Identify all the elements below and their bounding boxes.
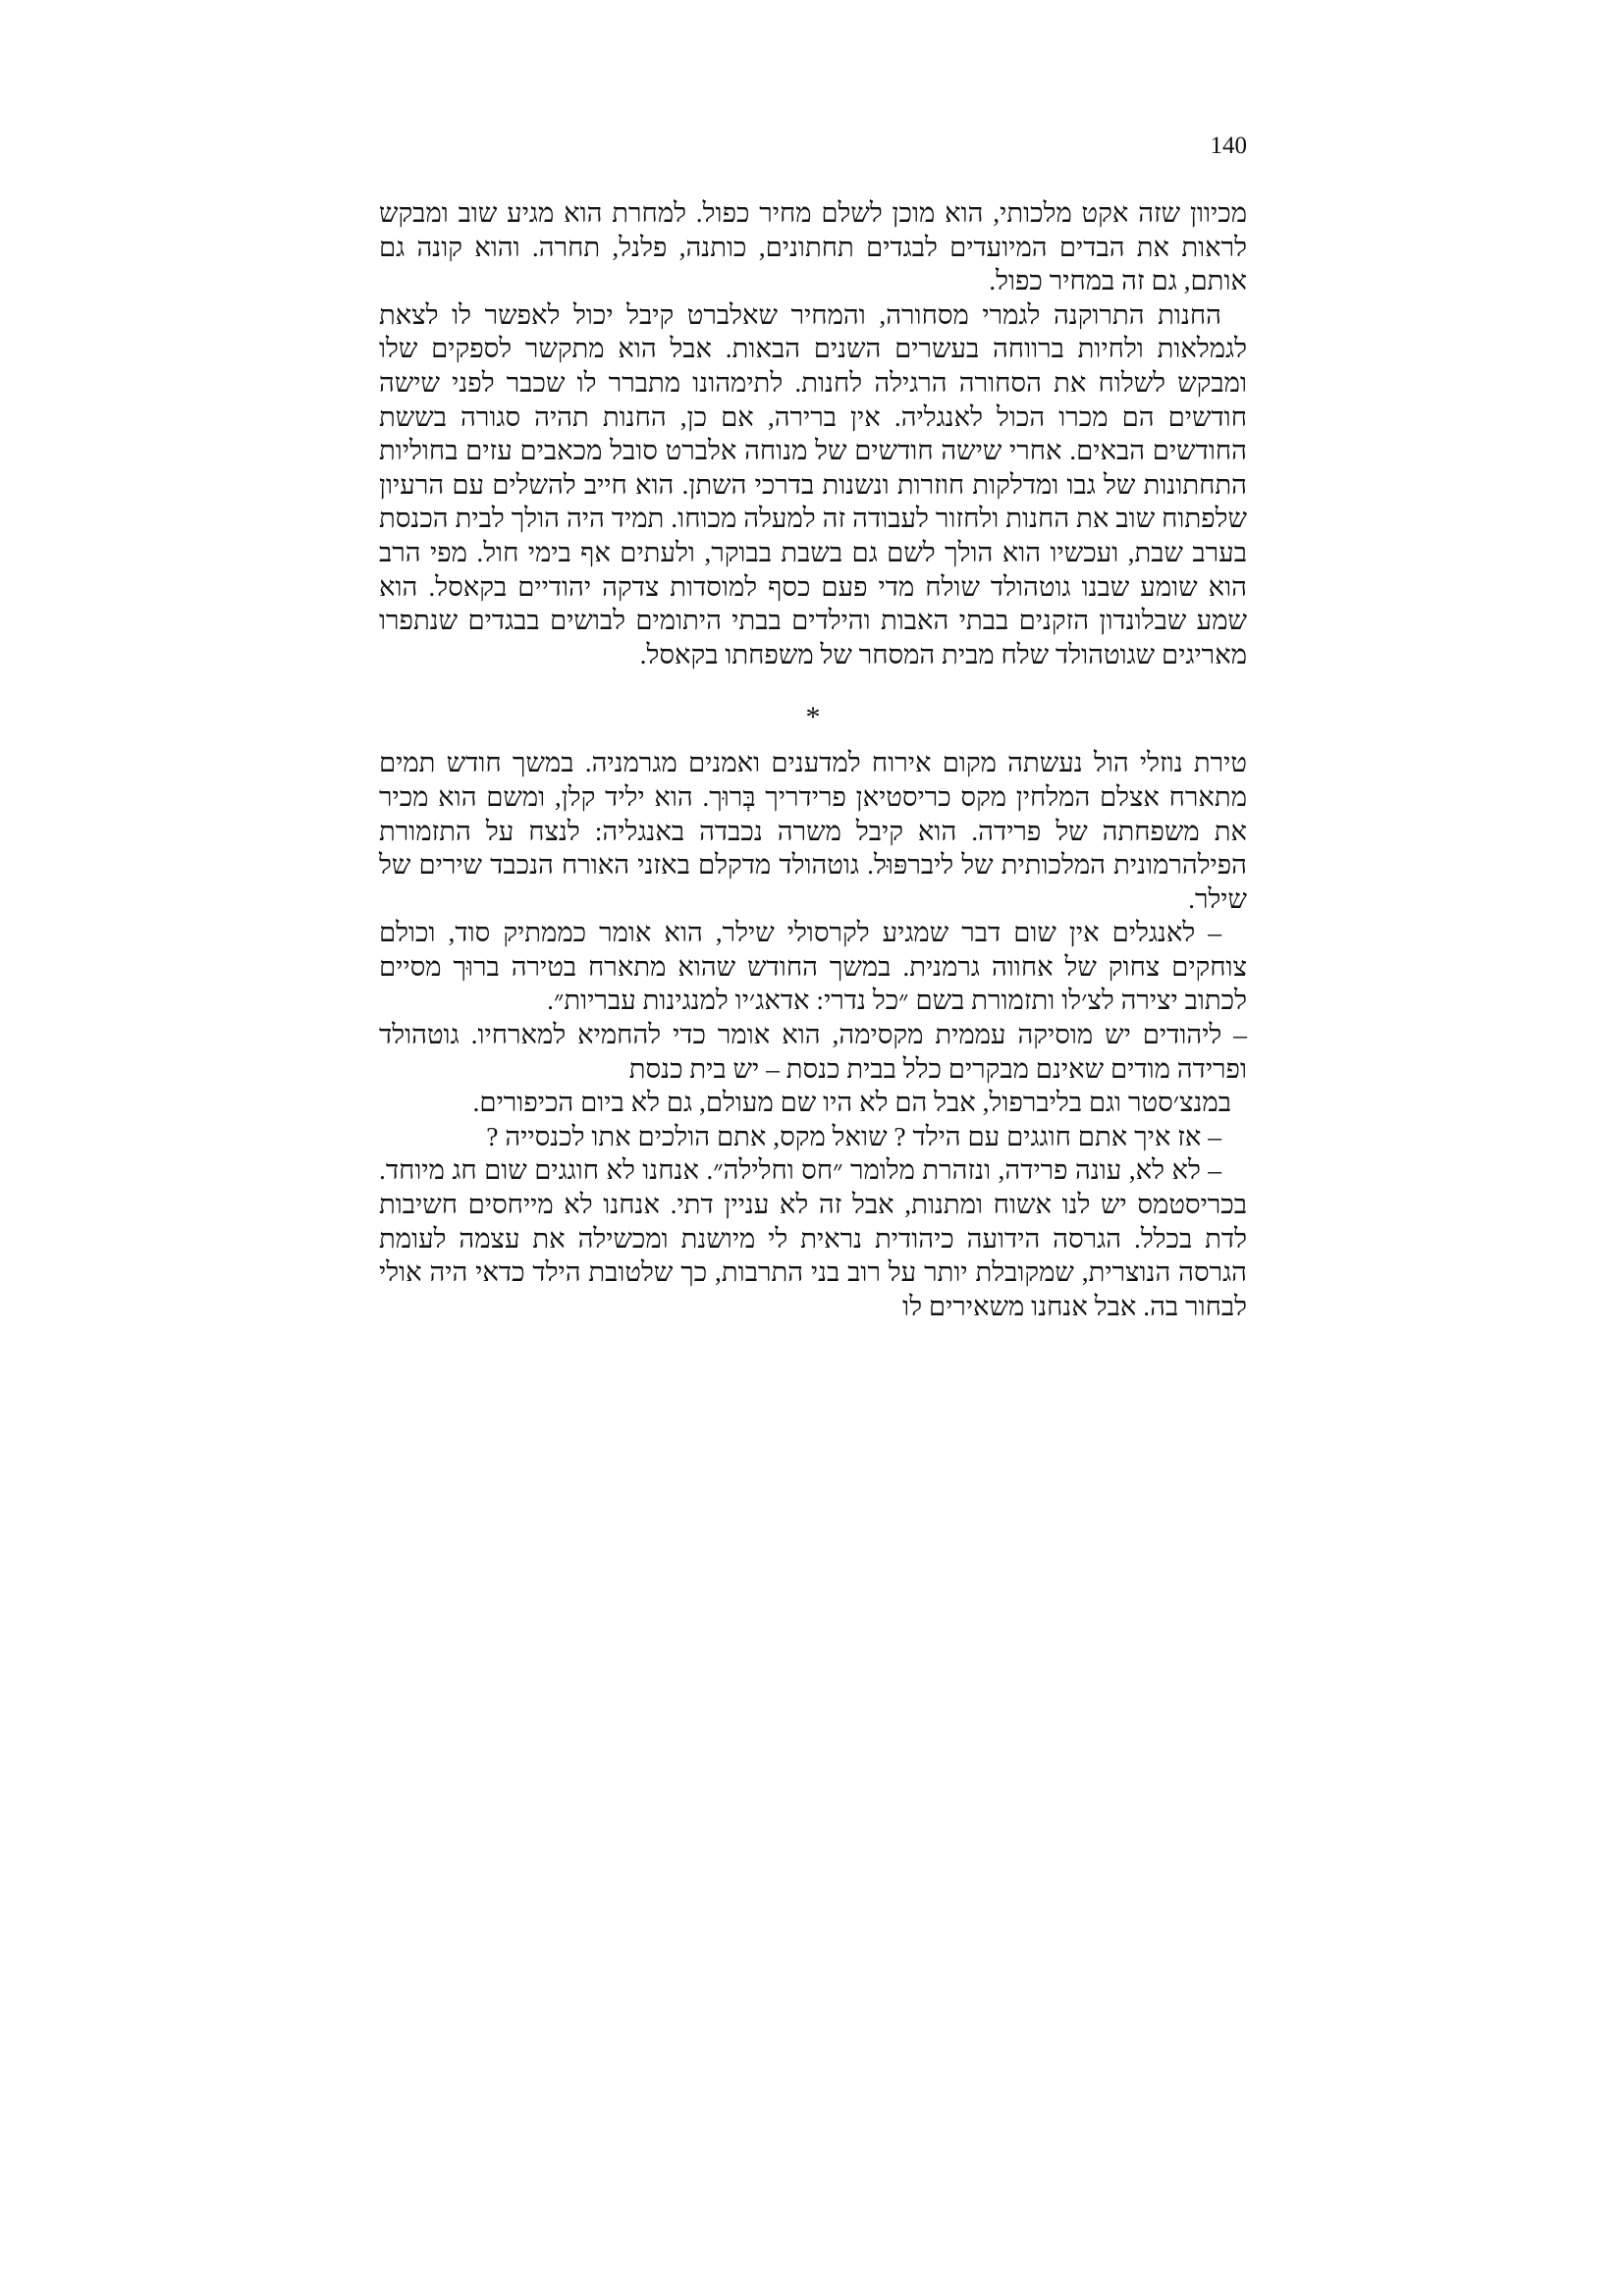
paragraph: מכיוון שזה אקט מלכותי, הוא מוכן לשלם מחיר כפול. למחרת הוא מגיע שוב ומבקש לראות את הבדים המיועדים לבגדים תחתונים, כותנה, פלנל, תחרה. והוא קונה גם אותם, גם זה במחיר כפול. (379, 197, 1247, 296)
dialogue-paragraph: – לאנגלים אין שום דבר שמגיע לקרסולי שילר, הוא אומר כממתיק סוד, וכולם צוחקים צחוק של אחווה גרמנית. במשך החודש שהוא מתארח בטירה ברוּך מסיים לכתוב יצירה לצ׳לו ותזמורת בשם ״כל נדרי: אדאג׳יו למנגינות עבריות״. (379, 917, 1247, 1016)
paragraph: החנות התרוקנה לגמרי מסחורה, והמחיר שאלברט קיבל יכול לאפשר לו לצאת לגמלאות ולחיות ברווחה בעשרים השנים הבאות. אבל הוא מתקשר לספקים שלו ומבקש לשלוח את הסחורה הרגילה לחנות. לתימהונו מתברר לו שכבר לפני שישה חודשים הם מכרו הכול לאנגליה. אין ברירה, אם כן, החנות תהיה סגורה בששת החודשים הבאים. אחרי שישה חודשים של מנוחה אלברט סובל מכאבים עזים בחוליות התחתונות של גבו ומדלקות חוזרות ונשנות בדרכי השתן. הוא חייב להשלים עם הרעיון שלפתוח שוב את החנות ולחזור לעבודה זה למעלה מכוחו. תמיד היה הולך לבית הכנסת בערב שבת, ועכשיו הוא הולך לשם גם בשבת בבוקר, ולעתים אף בימי חול. מפי הרב הוא שומע שבנו גוטהולד שולח מדי פעם כסף למוסדות צדקה יהודיים בקאסל. הוא שמע שבלונדון הזקנים בבתי האבות והילדים בבתי היתומים לבושים בבגדים שנתפרו מאריגים שגוטהולד שלח מבית המסחר של משפחתו בקאסל. (379, 298, 1247, 669)
page-number: 140 (1210, 133, 1247, 159)
dialogue-paragraph: – אז איך אתם חוגגים עם הילד ? שואל מקס, אתם הולכים אתו לכנסייה ? (486, 1120, 1221, 1151)
body-text (379, 196, 1247, 1323)
dialogue-paragraph: – ליהודים יש מוסיקה עממית מקסימה, הוא אומר כדי להחמיא למארחיו. גוטהולד ופרידה מודים שאינם מבקרים כלל בבית כנסת – יש בית כנסת (379, 1019, 1247, 1084)
section-separator: * (805, 701, 821, 734)
paragraph: טירת נוזלי הול נעשתה מקום אירוח למדענים ואמנים מגרמניה. במשך חודש תמים מתארח אצלם המלחין מקס כריסטיאן פרידריך בְּרוּך. הוא יליד קלן, ומשם הוא מכיר את משפחתה של פרידה. הוא קיבל משרה נכבדה באנגליה: לנצח על התזמורת הפילהרמונית המלכותית של ליברפּוּל. גוטהולד מדקלם באזני האורח הנכבד שירים של שילר. (379, 747, 1247, 914)
dialogue-paragraph: – לא לא, עונה פרידה, ונזהרת מלומר ״חס וחלילה״. אנחנו לא חוגגים שום חג מיוחד. בכריסטמס יש לנו אשוח ומתנות, אבל זה לא עניין דתי. אנחנו לא מייחסים חשיבות לדת בכלל. הגרסה הידועה כיהודית נראית לי מיושנת ומכשילה את עצמה לעומת הגרסה הנוצרית, שמקובלת יותר על רוב בני התרבות, כך שלטובת הילד כדאי היה אולי לבחור בה. אבל אנחנו משאירים לו (379, 1154, 1247, 1321)
paragraph-continuation: במנצ׳סטר וגם בליברפול, אבל הם לא היו שם מעולם, גם לא ביום הכיפורים. (472, 1087, 1231, 1118)
